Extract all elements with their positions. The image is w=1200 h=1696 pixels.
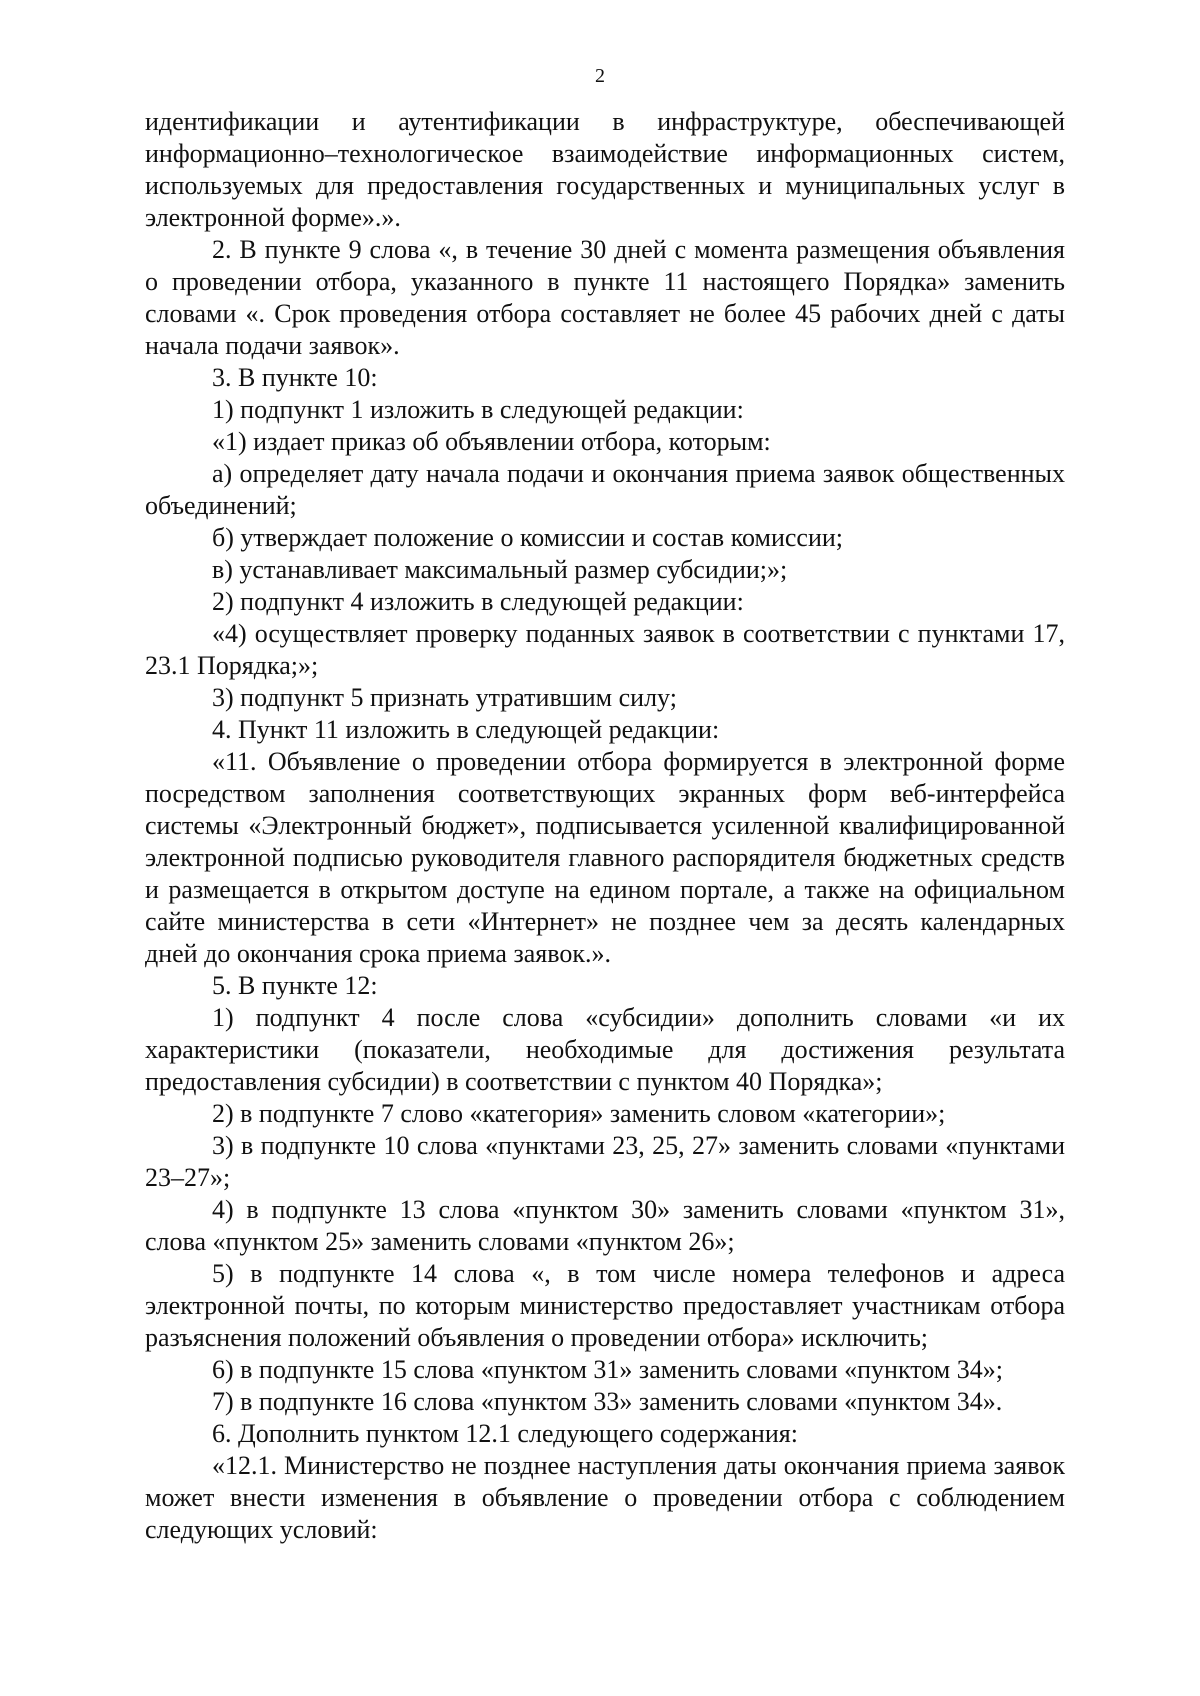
paragraph-subitem-5-5: 5) в подпункте 14 слова «, в том числе номера телефонов и адреса электронной почты, по которым министерство предоставляет участникам отбора разъяснения положений объявления о проведении отбора» исключить;: [145, 1259, 1065, 1352]
page-number: 2: [595, 65, 605, 87]
paragraph-item-4: 4. Пункт 11 изложить в следующей редакции:: [212, 715, 720, 744]
paragraph-subitem-3-3: 3) подпункт 5 признать утратившим силу;: [212, 683, 677, 712]
paragraph-quote-3-1: «1) издает приказ об объявлении отбора, которым:: [212, 427, 771, 456]
paragraph-quote-11: «11. Объявление о проведении отбора формируется в электронной форме посредством заполнения соответствующих экранных форм веб-интерфейса системы «Электронный бюджет», подписывается усиленной квалифицированной электронной подписью руководителя главного распорядителя бюджетных средств и размещается в открытом доступе на едином портале, а также на официальном сайте министерства в сети «Интернет» не позднее чем за десять календарных дней до окончания срока приема заявок.».: [145, 747, 1065, 968]
paragraph-item-2: 2. В пункте 9 слова «, в течение 30 дней с момента размещения объявления о проведении отбора, указанного в пункте 11 настоящего Порядка» заменить словами «. Срок проведения отбора составляет не более 45 рабочих дней с даты начала подачи заявок».: [145, 235, 1065, 360]
paragraph-quote-12-1: «12.1. Министерство не позднее наступления даты окончания приема заявок может внести изменения в объявление о проведении отбора с соблюдением следующих условий:: [145, 1451, 1065, 1544]
paragraph-subitem-b: б) утверждает положение о комиссии и состав комиссии;: [212, 523, 844, 552]
paragraph-subitem-3-1: 1) подпункт 1 изложить в следующей редакции:: [212, 395, 744, 424]
paragraph-subitem-5-6: 6) в подпункте 15 слова «пунктом 31» заменить словами «пунктом 34»;: [212, 1355, 1003, 1384]
paragraph-subitem-5-3: 3) в подпункте 10 слова «пунктами 23, 25, 27» заменить словами «пунктами 23–27»;: [145, 1131, 1065, 1192]
paragraph-subitem-5-7: 7) в подпункте 16 слова «пунктом 33» заменить словами «пунктом 34».: [212, 1387, 1003, 1416]
paragraph-subitem-5-2: 2) в подпункте 7 слово «категория» заменить словом «категории»;: [212, 1099, 946, 1128]
paragraph-item-3: 3. В пункте 10:: [212, 363, 378, 392]
paragraph-subitem-a: а) определяет дату начала подачи и окончания приема заявок общественных объединений;: [145, 459, 1065, 520]
paragraph-quote-3-2: «4) осуществляет проверку поданных заявок в соответствии с пунктами 17, 23.1 Порядка;»;: [145, 619, 1065, 680]
paragraph-item-6: 6. Дополнить пунктом 12.1 следующего содержания:: [212, 1419, 798, 1448]
paragraph-subitem-5-4: 4) в подпункте 13 слова «пунктом 30» заменить словами «пунктом 31», слова «пунктом 25» заменить словами «пунктом 26»;: [145, 1195, 1065, 1256]
document-body: [145, 106, 1065, 1546]
paragraph-subitem-3-2: 2) подпункт 4 изложить в следующей редакции:: [212, 587, 744, 616]
paragraph-item-5: 5. В пункте 12:: [212, 971, 378, 1000]
paragraph-continuation: идентификации и аутентификации в инфраструктуре, обеспечивающей информационно–технологическое взаимодействие информационных систем, используемых для предоставления государственных и муниципальных услуг в электронной форме».».: [145, 107, 1065, 232]
paragraph-subitem-5-1: 1) подпункт 4 после слова «субсидии» дополнить словами «и их характеристики (показатели, необходимые для достижения результата предоставления субсидии) в соответствии с пунктом 40 Порядка»;: [145, 1003, 1065, 1096]
paragraph-subitem-v: в) устанавливает максимальный размер субсидии;»;: [212, 555, 788, 584]
